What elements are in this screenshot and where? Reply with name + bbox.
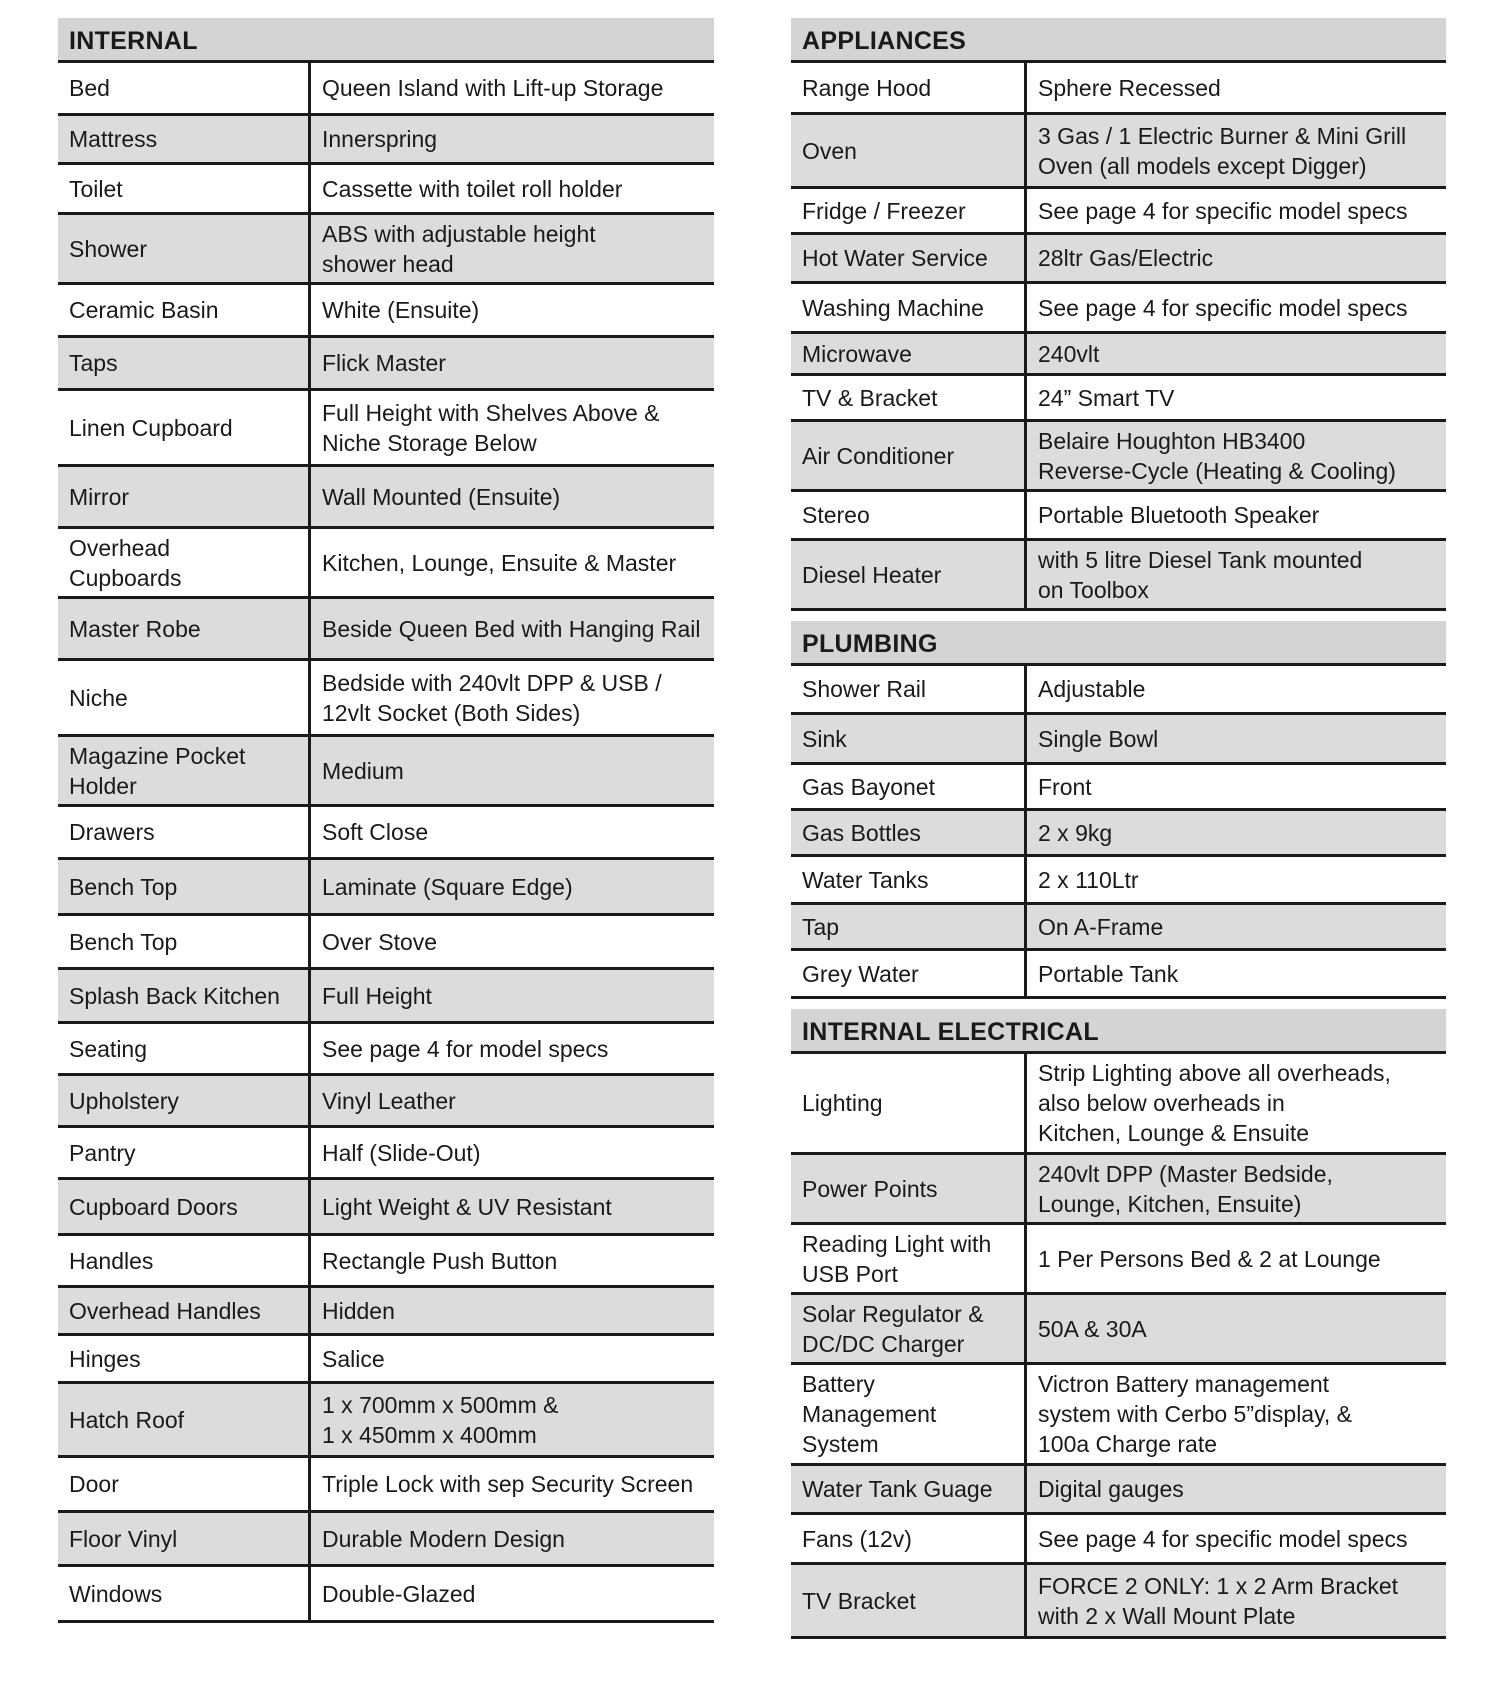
spec-label: Water Tank Guage — [791, 1466, 1027, 1512]
section-gap — [791, 611, 1446, 621]
spec-label: Reading Light with USB Port — [791, 1225, 1027, 1292]
spec-row — [791, 715, 1446, 765]
spec-label: Shower — [58, 215, 311, 282]
spec-label: Solar Regulator & DC/DC Charger — [791, 1295, 1027, 1362]
spec-row — [58, 467, 714, 529]
spec-row — [58, 529, 714, 599]
spec-label: Linen Cupboard — [58, 391, 311, 464]
spec-row — [58, 1458, 714, 1513]
spec-label: Mattress — [58, 116, 311, 162]
spec-label: Water Tanks — [791, 857, 1027, 902]
spec-label: Fridge / Freezer — [791, 189, 1027, 232]
spec-value: Wall Mounted (Ensuite) — [322, 483, 561, 510]
spec-row — [58, 165, 714, 215]
spec-label: Bench Top — [58, 916, 311, 967]
spec-row — [791, 857, 1446, 905]
spec-row — [791, 1565, 1446, 1639]
spec-label: Stereo — [791, 492, 1027, 538]
spec-row — [58, 215, 714, 285]
spec-value: Full Height — [322, 982, 432, 1009]
spec-value: White (Ensuite) — [322, 297, 480, 323]
spec-row — [791, 189, 1446, 235]
spec-label: Magazine Pocket Holder — [58, 737, 311, 804]
spec-value: Strip Lighting above all overheads, also below overheads in Kitchen, Lounge & Ensuite — [1038, 1060, 1391, 1146]
section-header-plumbing: PLUMBING — [791, 621, 1446, 666]
spec-value: 240vlt — [1038, 340, 1100, 367]
spec-value: 3 Gas / 1 Electric Burner & Mini Grill Oven (all models except Digger) — [1038, 122, 1407, 179]
spec-label: Bed — [58, 63, 311, 113]
spec-row — [58, 1128, 714, 1180]
spec-label: Hinges — [58, 1336, 311, 1381]
spec-row — [791, 1295, 1446, 1365]
spec-row — [58, 737, 714, 807]
spec-value: Soft Close — [322, 819, 429, 845]
spec-value: Over Stove — [322, 928, 438, 955]
spec-label: Range Hood — [791, 63, 1027, 112]
spec-label: Overhead Cupboards — [58, 529, 311, 596]
spec-value: On A-Frame — [1038, 913, 1164, 940]
spec-label: Upholstery — [58, 1076, 311, 1125]
spec-value: Front — [1038, 773, 1092, 800]
spec-label: Air Conditioner — [791, 422, 1027, 489]
spec-value: Sphere Recessed — [1038, 74, 1221, 101]
spec-label: Handles — [58, 1236, 311, 1285]
section-header-appliances: APPLIANCES — [791, 18, 1446, 63]
spec-row — [58, 970, 714, 1024]
spec-row — [58, 1024, 714, 1076]
spec-row — [791, 1225, 1446, 1295]
spec-row — [791, 284, 1446, 334]
spec-value: 50A & 30A — [1038, 1315, 1147, 1342]
spec-row — [791, 951, 1446, 999]
spec-row — [791, 115, 1446, 189]
spec-label: Seating — [58, 1024, 311, 1073]
spec-row — [58, 1288, 714, 1336]
spec-row — [791, 1365, 1446, 1466]
spec-label: Drawers — [58, 807, 311, 857]
spec-value: Laminate (Square Edge) — [322, 873, 573, 900]
section-gap — [791, 999, 1446, 1009]
spec-row — [58, 860, 714, 916]
left-spec-column — [58, 18, 714, 1623]
spec-label: Microwave — [791, 334, 1027, 373]
section-header-internal-electrical: INTERNAL ELECTRICAL — [791, 1009, 1446, 1054]
spec-row — [791, 492, 1446, 541]
spec-value: FORCE 2 ONLY: 1 x 2 Arm Bracket with 2 x Wall Mount Plate — [1038, 1572, 1399, 1629]
spec-value: Vinyl Leather — [322, 1087, 456, 1114]
spec-value: Innerspring — [322, 126, 438, 152]
spec-label: Shower Rail — [791, 666, 1027, 712]
spec-value: 1 x 700mm x 500mm & 1 x 450mm x 400mm — [322, 1391, 559, 1448]
spec-label: Toilet — [58, 165, 311, 212]
spec-value: See page 4 for specific model specs — [1038, 1525, 1408, 1552]
spec-value: Light Weight & UV Resistant — [322, 1193, 612, 1220]
spec-label: Gas Bottles — [791, 811, 1027, 854]
spec-label: Master Robe — [58, 599, 311, 658]
spec-value: 24” Smart TV — [1038, 384, 1175, 411]
spec-label: Door — [58, 1458, 311, 1510]
spec-value: Kitchen, Lounge, Ensuite & Master — [322, 549, 677, 576]
spec-row — [791, 422, 1446, 492]
spec-label: Oven — [791, 115, 1027, 186]
spec-value: 1 Per Persons Bed & 2 at Lounge — [1038, 1245, 1381, 1272]
spec-value: Flick Master — [322, 350, 446, 376]
spec-row — [791, 235, 1446, 284]
spec-label: Pantry — [58, 1128, 311, 1177]
spec-row — [791, 63, 1446, 115]
spec-label: Sink — [791, 715, 1027, 762]
spec-row — [791, 905, 1446, 951]
spec-row — [58, 391, 714, 467]
spec-row — [58, 916, 714, 970]
spec-row — [58, 661, 714, 737]
spec-label: Floor Vinyl — [58, 1513, 311, 1564]
spec-label: Splash Back Kitchen — [58, 970, 311, 1021]
spec-label: Cupboard Doors — [58, 1180, 311, 1233]
spec-value: Queen Island with Lift-up Storage — [322, 75, 664, 101]
spec-value: ABS with adjustable height shower head — [322, 220, 596, 277]
spec-row — [58, 599, 714, 661]
right-spec-column — [791, 18, 1446, 1639]
spec-label: Taps — [58, 338, 311, 388]
spec-label: Hot Water Service — [791, 235, 1027, 281]
spec-label: Windows — [58, 1567, 311, 1620]
spec-value: Victron Battery management system with Cerbo 5”display, & 100a Charge rate — [1038, 1371, 1353, 1457]
spec-value: Portable Tank — [1038, 960, 1179, 987]
spec-row — [58, 1384, 714, 1458]
spec-row — [791, 1054, 1446, 1155]
spec-row — [58, 1180, 714, 1236]
spec-value: Half (Slide-Out) — [322, 1139, 481, 1166]
spec-label: Power Points — [791, 1155, 1027, 1222]
spec-label: Ceramic Basin — [58, 285, 311, 335]
spec-row — [58, 285, 714, 338]
spec-label: Lighting — [791, 1054, 1027, 1152]
spec-label: Hatch Roof — [58, 1384, 311, 1455]
spec-row — [58, 1567, 714, 1623]
spec-row — [58, 1076, 714, 1128]
spec-value: Bedside with 240vlt DPP & USB / 12vlt Socket (Both Sides) — [322, 669, 662, 726]
spec-value: with 5 litre Diesel Tank mounted on Toolbox — [1038, 546, 1363, 603]
spec-value: Digital gauges — [1038, 1476, 1184, 1502]
spec-label: Diesel Heater — [791, 541, 1027, 608]
spec-value: Medium — [322, 757, 404, 784]
spec-value: See page 4 for model specs — [322, 1035, 609, 1062]
spec-label: TV Bracket — [791, 1565, 1027, 1636]
spec-row — [791, 811, 1446, 857]
section-header-internal: INTERNAL — [58, 18, 714, 63]
spec-value: 2 x 9kg — [1038, 819, 1113, 846]
spec-row — [791, 1155, 1446, 1225]
spec-value: Cassette with toilet roll holder — [322, 175, 623, 202]
spec-row — [58, 1236, 714, 1288]
spec-value: Triple Lock with sep Security Screen — [322, 1471, 694, 1497]
spec-label: Gas Bayonet — [791, 765, 1027, 808]
spec-label: Tap — [791, 905, 1027, 948]
spec-row — [58, 338, 714, 391]
spec-row — [791, 765, 1446, 811]
spec-row — [791, 334, 1446, 376]
spec-label: Grey Water — [791, 951, 1027, 996]
spec-value: See page 4 for specific model specs — [1038, 197, 1408, 224]
spec-value: Belaire Houghton HB3400 Reverse-Cycle (Heating & Cooling) — [1038, 427, 1396, 484]
spec-row — [58, 63, 714, 116]
spec-label: Battery Management System — [791, 1365, 1027, 1463]
spec-value: Full Height with Shelves Above & Niche Storage Below — [322, 399, 660, 456]
spec-row — [58, 1513, 714, 1567]
spec-label: Overhead Handles — [58, 1288, 311, 1333]
spec-label: Mirror — [58, 467, 311, 526]
spec-value: Beside Queen Bed with Hanging Rail — [322, 615, 701, 642]
spec-label: Washing Machine — [791, 284, 1027, 331]
spec-row — [791, 541, 1446, 611]
spec-row — [58, 807, 714, 860]
spec-row — [791, 666, 1446, 715]
spec-row — [791, 1515, 1446, 1565]
spec-row — [58, 116, 714, 165]
spec-value: Rectangle Push Button — [322, 1247, 558, 1274]
spec-value: 240vlt DPP (Master Bedside, Lounge, Kitchen, Ensuite) — [1038, 1160, 1333, 1217]
spec-value: 28ltr Gas/Electric — [1038, 245, 1214, 271]
spec-row — [791, 376, 1446, 422]
spec-label: Niche — [58, 661, 311, 734]
spec-row — [791, 1466, 1446, 1515]
spec-label: Fans (12v) — [791, 1515, 1027, 1562]
spec-value: 2 x 110Ltr — [1038, 866, 1139, 893]
spec-value: Salice — [322, 1345, 385, 1372]
spec-value: Single Bowl — [1038, 725, 1159, 752]
spec-value: Double-Glazed — [322, 1580, 476, 1607]
spec-value: Portable Bluetooth Speaker — [1038, 502, 1320, 528]
spec-label: Bench Top — [58, 860, 311, 913]
spec-label: TV & Bracket — [791, 376, 1027, 419]
spec-value: Adjustable — [1038, 676, 1146, 702]
spec-value: Durable Modern Design — [322, 1525, 565, 1552]
spec-row — [58, 1336, 714, 1384]
spec-value: See page 4 for specific model specs — [1038, 294, 1408, 321]
spec-value: Hidden — [322, 1297, 395, 1324]
